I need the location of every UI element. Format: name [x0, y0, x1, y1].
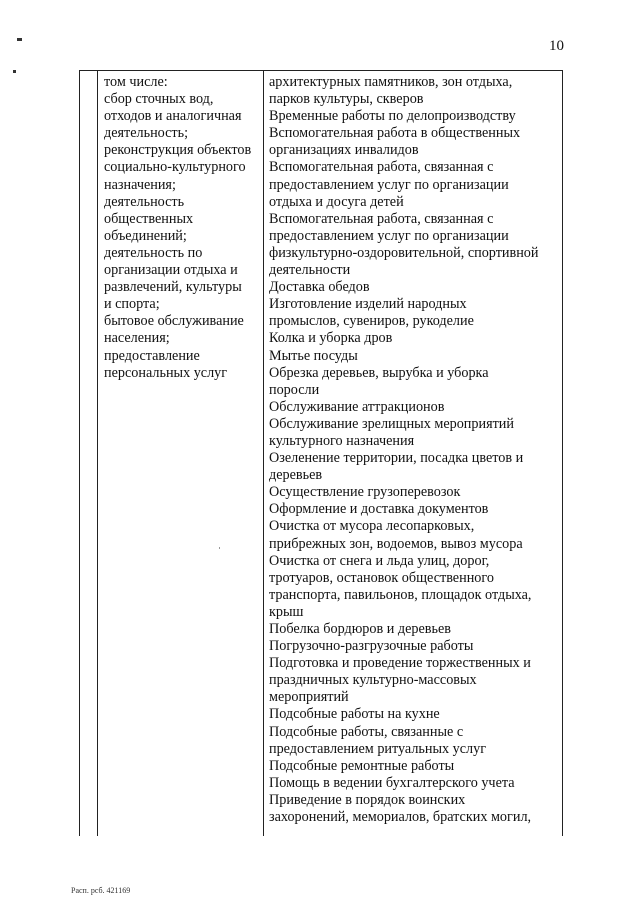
text-line: мероприятий [269, 689, 349, 706]
text-line: Изготовление изделий народных [269, 296, 467, 313]
text-line: реконструкция объектов [104, 142, 252, 159]
text-line: общественных [104, 210, 194, 227]
text-line: Мытье посуды [269, 347, 358, 364]
text-line: Доставка обедов [269, 279, 370, 296]
text-line: тротуаров, остановок общественного [269, 569, 494, 586]
text-line: развлечений, культуры [104, 279, 242, 296]
activity-table [79, 70, 563, 836]
text-line: Помощь в ведении бухгалтерского учета [269, 774, 515, 791]
text-line: Обслуживание зрелищных мероприятий [269, 415, 514, 432]
text-line: том числе: [104, 74, 168, 90]
text-line: Осуществление грузоперевозок [269, 484, 461, 501]
text-line: Очистка от снега и льда улиц, дорог, [269, 552, 490, 569]
table-divider [97, 71, 98, 836]
text-line: деятельность; [104, 125, 189, 142]
text-line: Оформление и доставка документов [269, 501, 489, 518]
text-line: Колка и уборка дров [269, 330, 393, 347]
text-line: Приведение в порядок воинских [269, 791, 466, 808]
text-line: крыш [269, 603, 304, 620]
text-line: предоставление [104, 347, 200, 364]
text-line: Побелка бордюров и деревьев [269, 621, 451, 637]
text-line: Озеленение территории, посадка цветов и [269, 450, 524, 467]
text-line: Подсобные работы на кухне [269, 706, 440, 723]
text-line: Вспомогательная работа, связанная с [269, 210, 494, 227]
text-line: Подготовка и проведение торжественных и [269, 655, 531, 672]
text-line: Подсобные работы, связанные с [269, 723, 464, 740]
text-line: деревьев [269, 467, 323, 484]
text-line: транспорта, павильонов, площадок отдыха, [269, 586, 532, 603]
text-line: Временные работы по делопроизводству [269, 108, 516, 125]
text-line: Погрузочно-разгрузочные работы [269, 638, 474, 655]
text-line: деятельность по [104, 244, 203, 261]
text-line: Вспомогательная работа в общественных [269, 125, 521, 142]
text-line: праздничных культурно-массовых [269, 672, 477, 689]
text-line: организации отдыха и [104, 262, 238, 279]
text-line: поросли [269, 381, 320, 398]
job-types-cell [269, 74, 561, 826]
text-line: Обрезка деревьев, вырубка и уборка [269, 364, 489, 381]
text-line: физкультурно-оздоровительной, спортивной [269, 244, 539, 261]
activity-category-cell [104, 74, 264, 382]
text-line: организациях инвалидов [269, 142, 419, 159]
text-line: бытовое обслуживание [104, 313, 244, 330]
text-line: объединений; [104, 227, 187, 244]
text-line: персональных услуг [104, 364, 228, 381]
page-number: 10 [549, 38, 564, 54]
text-line: парков культуры, скверов [269, 91, 424, 108]
text-line: деятельности [269, 262, 351, 279]
text-line: Очистка от мусора лесопарковых, [269, 518, 475, 535]
text-line: промыслов, сувениров, рукоделие [269, 313, 474, 330]
footer-stamp: Расп. рсб. 421169 [71, 886, 131, 895]
text-line: социально-культурного [104, 159, 246, 176]
text-line: архитектурных памятников, зон отдыха, [269, 74, 513, 90]
text-line: сбор сточных вод, [104, 91, 214, 108]
text-line: населения; [104, 330, 170, 347]
text-line: предоставлением услуг по организации [269, 176, 509, 193]
text-line: прибрежных зон, водоемов, вывоз мусора [269, 535, 523, 552]
text-line: предоставлением ритуальных услуг [269, 740, 487, 757]
scan-mark [17, 38, 22, 41]
text-line: захоронений, мемориалов, братских могил, [269, 809, 532, 826]
text-line: Подсобные ремонтные работы [269, 757, 455, 774]
text-line: предоставлением услуг по организации [269, 227, 509, 244]
text-line: культурного назначения [269, 432, 415, 449]
text-line: Вспомогательная работа, связанная с [269, 159, 494, 176]
text-line: отходов и аналогичная [104, 108, 242, 125]
text-line: и спорта; [104, 296, 160, 313]
text-line: отдыха и досуга детей [269, 193, 404, 210]
text-line: Обслуживание аттракционов [269, 398, 445, 415]
text-line: деятельность [104, 193, 185, 210]
text-line: назначения; [104, 176, 176, 193]
scan-mark [13, 70, 16, 73]
